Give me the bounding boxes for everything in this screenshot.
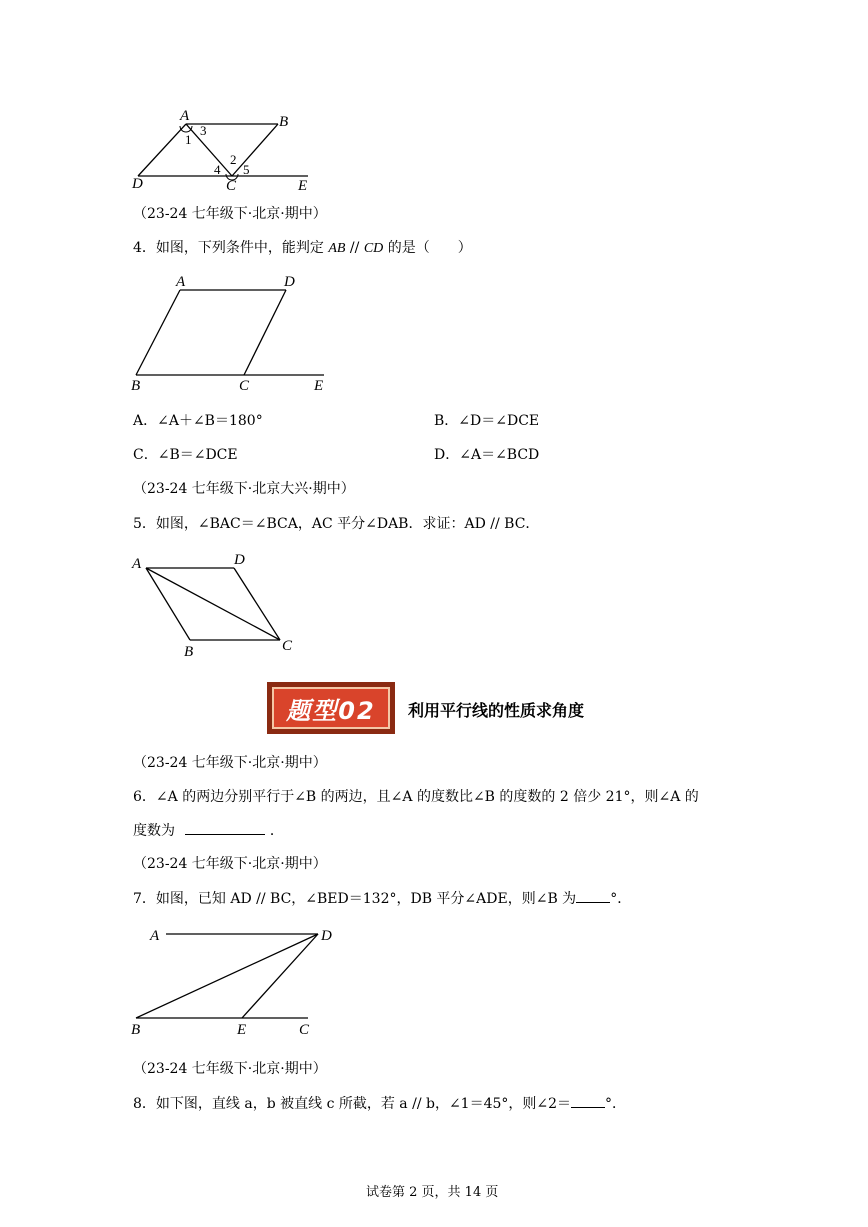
fig3-label-d: D	[132, 176, 143, 192]
fig4-label-a: A	[176, 274, 186, 290]
question-4: 4．如图，下列条件中，能判定 AB // CD 的是（ ）	[133, 240, 472, 256]
section-title: 利用平行线的性质求角度	[408, 701, 585, 720]
source-note: （23-24 七年级下·北京大兴·期中）	[133, 481, 355, 497]
fig5-label-c: C	[282, 638, 293, 654]
figure-q7	[128, 920, 338, 1040]
question-5: 5．如图，∠BAC＝∠BCA，AC 平分∠DAB．求证：AD // BC．	[133, 516, 540, 532]
fig3-label-b: B	[279, 114, 289, 130]
fig4-label-b: B	[131, 378, 141, 394]
fig5-label-d: D	[234, 552, 245, 568]
section-badge-text: 题型02	[286, 696, 376, 725]
option-a[interactable]: A．∠A＋∠B＝180°	[133, 413, 263, 429]
figure-q5	[128, 548, 308, 660]
fig3-angle-1: 1	[185, 132, 192, 147]
fig7-label-d: D	[321, 928, 332, 944]
fig5-label-b: B	[184, 644, 194, 660]
fig5-label-a: A	[132, 556, 142, 572]
fig3-label-a: A	[180, 108, 190, 124]
answer-blank[interactable]	[571, 1093, 605, 1108]
fig7-label-c: C	[299, 1022, 310, 1038]
fig7-label-a: A	[150, 928, 160, 944]
question-7: 7．如图，已知 AD // BC，∠BED＝132°，DB 平分∠ADE，则∠B 为 °．	[133, 888, 631, 908]
fig4-label-e: E	[314, 378, 324, 394]
fig4-label-d: D	[284, 274, 295, 290]
fig7-label-e: E	[237, 1022, 247, 1038]
fig7-label-b: B	[131, 1022, 141, 1038]
question-6-line-2: 度数为 ．	[133, 820, 284, 840]
source-note: （23-24 七年级下·北京·期中）	[133, 1061, 327, 1077]
option-b[interactable]: B．∠D＝∠DCE	[434, 413, 540, 429]
option-d[interactable]: D．∠A＝∠BCD	[434, 447, 540, 463]
answer-blank[interactable]	[576, 888, 610, 903]
question-6-line-1: 6．∠A 的两边分别平行于∠B 的两边，且∠A 的度数比∠B 的度数的 2 倍少 21°，则∠A 的	[133, 789, 699, 805]
fig3-angle-2: 2	[230, 152, 237, 167]
figure-q3	[128, 108, 328, 194]
fig3-angle-5: 5	[243, 162, 250, 177]
source-note: （23-24 七年级下·北京·期中）	[133, 856, 327, 872]
answer-blank[interactable]	[185, 820, 265, 835]
section-badge	[267, 682, 395, 734]
figure-q4	[128, 270, 338, 395]
source-note: （23-24 七年级下·北京·期中）	[133, 755, 327, 771]
fig3-angle-3: 3	[200, 123, 207, 138]
page-footer: 试卷第 2 页，共 14 页	[366, 1185, 499, 1200]
fig4-label-c: C	[239, 378, 250, 394]
question-8: 8．如下图，直线 a，b 被直线 c 所截，若 a // b，∠1＝45°，则∠2＝ °．	[133, 1093, 626, 1113]
fig3-label-e: E	[298, 178, 308, 194]
fig3-label-c: C	[226, 178, 237, 194]
source-note: （23-24 七年级下·北京·期中）	[133, 206, 327, 222]
option-c[interactable]: C．∠B＝∠DCE	[133, 447, 238, 463]
fig3-angle-4: 4	[214, 162, 221, 177]
